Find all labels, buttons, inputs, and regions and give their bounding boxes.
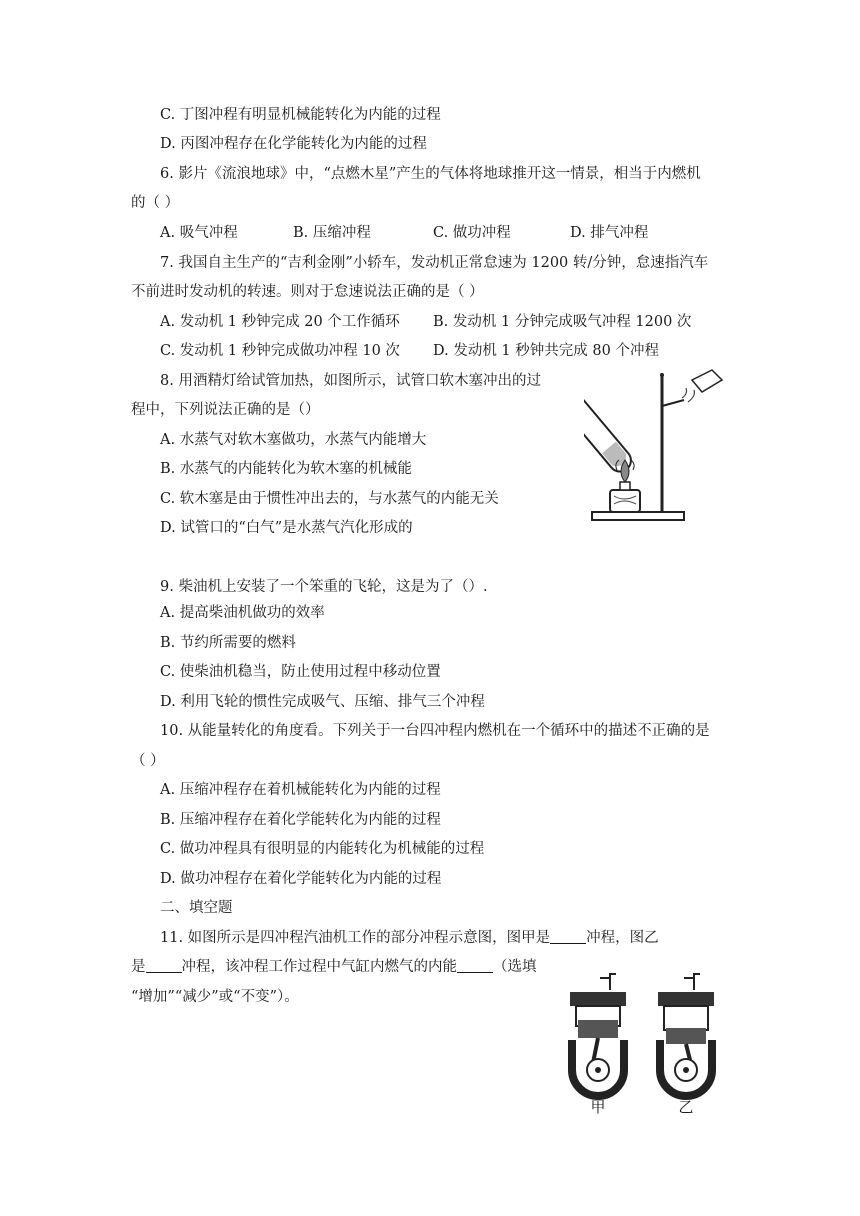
q11-text-2c: （选填	[493, 959, 537, 975]
q8-option-a: A. 水蒸气对软木塞做功，水蒸气内能增大	[160, 432, 427, 448]
engine-jia	[570, 974, 626, 1096]
q6-stem-line1: 6. 影片《流浪地球》中，“点燃木星”产生的气体将地球推开这一情景，相当于内燃机	[160, 166, 701, 182]
q9-option-d: D. 利用飞轮的惯性完成吸气、压缩、排气三个冲程	[160, 694, 485, 710]
q10-stem-line1: 10. 从能量转化的角度看。下列关于一台四冲程内燃机在一个循环中的描述不正确的是	[160, 723, 710, 739]
q6-option-a: A. 吸气冲程	[160, 225, 238, 241]
q7-stem-line1: 7. 我国自主生产的“吉利金刚”小轿车，发动机正常怠速为 1200 转/分钟，怠速指汽车	[160, 255, 709, 271]
q11-blank-3	[457, 958, 493, 973]
q8-stem-line2: 程中，下列说法正确的是（）	[131, 402, 320, 418]
q11-stem-line3: “增加”“减少”或“不变”）。	[131, 989, 299, 1005]
q8-option-b: B. 水蒸气的内能转化为软木塞的机械能	[160, 461, 412, 477]
engine-yi	[658, 974, 714, 1096]
q10-option-a: A. 压缩冲程存在着机械能转化为内能的过程	[160, 782, 441, 798]
q10-stem-line2: （ ）	[131, 753, 165, 769]
q6-option-b: B. 压缩冲程	[293, 225, 371, 241]
q11-stem-line2	[131, 957, 537, 977]
q11-text-1a: 11. 如图所示是四冲程汽油机工作的部分冲程示意图，图甲是	[160, 930, 551, 946]
q5-option-d: D. 丙图冲程存在化学能转化为内能的过程	[160, 136, 427, 152]
q11-blank-2	[146, 958, 182, 973]
q9-stem: 9. 柴油机上安装了一个笨重的飞轮，这是为了（）.	[160, 579, 488, 595]
figure-label-yi: 乙	[678, 1098, 694, 1116]
q8-option-c: C. 软木塞是由于惯性冲出去的，与水蒸气的内能无关	[160, 491, 499, 507]
section-heading-fill-blank: 二、填空题	[160, 900, 233, 916]
q7-option-d: D. 发动机 1 秒钟共完成 80 个冲程	[433, 343, 659, 359]
q7-stem-line2: 不前进时发动机的转速。则对于怠速说法正确的是（ ）	[131, 284, 484, 300]
q11-blank-1	[550, 929, 586, 944]
q7-option-b: B. 发动机 1 分钟完成吸气冲程 1200 次	[433, 314, 692, 330]
q11-text-1b: 冲程，图乙	[586, 930, 659, 946]
q7-option-c: C. 发动机 1 秒钟完成做功冲程 10 次	[160, 343, 400, 359]
q6-option-d: D. 排气冲程	[570, 225, 649, 241]
q10-option-d: D. 做功冲程存在着化学能转化为内能的过程	[160, 871, 442, 887]
q11-text-2b: 冲程，该冲程工作过程中气缸内燃气的内能	[181, 959, 457, 975]
test-tube-heating-figure	[584, 366, 734, 526]
engine-stroke-figure	[562, 970, 732, 1120]
q8-option-d: D. 试管口的“白气”是水蒸气汽化形成的	[160, 520, 413, 536]
q10-option-c: C. 做功冲程具有很明显的内能转化为机械能的过程	[160, 841, 485, 857]
q9-option-c: C. 使柴油机稳当，防止使用过程中移动位置	[160, 664, 441, 680]
q11-stem-line1	[160, 928, 659, 948]
q6-stem-line2: 的（ ）	[131, 195, 180, 211]
q5-option-c: C. 丁图冲程有明显机械能转化为内能的过程	[160, 107, 441, 123]
q8-stem-line1: 8. 用酒精灯给试管加热，如图所示，试管口软木塞冲出的过	[160, 373, 541, 389]
q11-text-2a: 是	[131, 959, 146, 975]
q6-option-c: C. 做功冲程	[433, 225, 511, 241]
q9-option-b: B. 节约所需要的燃料	[160, 635, 296, 651]
figure-label-jia: 甲	[590, 1098, 606, 1116]
q9-option-a: A. 提高柴油机做功的效率	[160, 605, 325, 621]
q10-option-b: B. 压缩冲程存在着化学能转化为内能的过程	[160, 812, 441, 828]
q7-option-a: A. 发动机 1 秒钟完成 20 个工作循环	[160, 314, 400, 330]
